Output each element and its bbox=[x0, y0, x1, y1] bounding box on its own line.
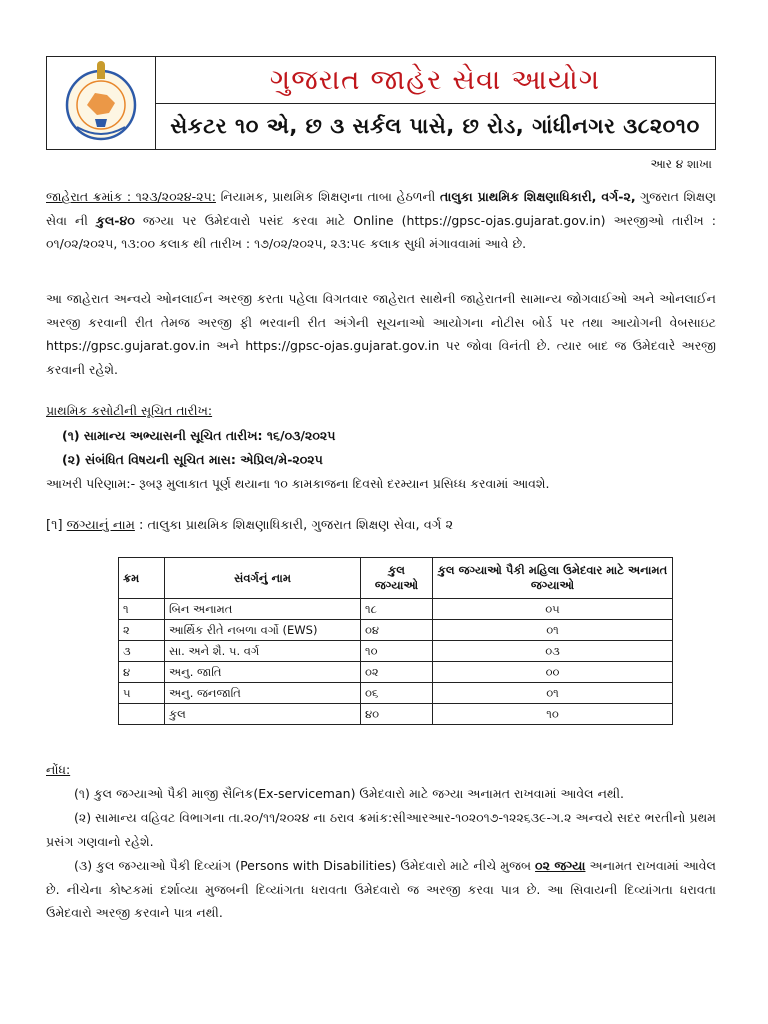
cell-cadre: સા. અને શૈ. પ. વર્ગ bbox=[165, 641, 361, 662]
note-3-text: (૩) કુલ જગ્યાઓ પૈકી દિવ્યાંગ (Persons with Disabilities) ઉમેદવારો માટે નીચે મુજબ bbox=[74, 858, 536, 873]
cell-serial bbox=[119, 704, 165, 725]
cell-total: ૪૦ bbox=[361, 704, 433, 725]
address-row bbox=[155, 103, 715, 149]
cell-serial: ૧ bbox=[119, 599, 165, 620]
advert-text: નિયામક, પ્રાથમિક શિક્ષણના તાબા હેઠળની bbox=[215, 189, 440, 204]
post-name-bold: તાલુકા પ્રાથમિક શિક્ષણાધિકારી, વર્ગ-૨, bbox=[439, 189, 636, 204]
commission-address: સેકટર ૧૦ એ, છ ૩ સર્કલ પાસે, છ રોડ, ગાંધીનગર ૩૮૨૦૧૦ bbox=[170, 113, 700, 138]
table-row bbox=[119, 599, 673, 620]
post-prefix: [૧] bbox=[46, 518, 67, 533]
table-row bbox=[119, 683, 673, 704]
note-3 bbox=[46, 854, 716, 925]
notes-heading: નોંધ: bbox=[46, 762, 71, 777]
cell-total: ૦૬ bbox=[361, 683, 433, 704]
header-box bbox=[46, 56, 716, 150]
final-result-text: આખરી પરિણામ:- રૂબરૂ મુલાકાત પૂર્ણ થયાના ૧૦ કામકાજના દિવસો દરમ્યાન પ્રસિધ્ધ કરવામાં આવશે. bbox=[46, 476, 550, 491]
cell-total: ૧૮ bbox=[361, 599, 433, 620]
table-row bbox=[119, 620, 673, 641]
title-row bbox=[155, 57, 715, 104]
cell-total: ૦૪ bbox=[361, 620, 433, 641]
cell-serial: ૪ bbox=[119, 662, 165, 683]
table-row bbox=[119, 641, 673, 662]
cell-women: ૦૧ bbox=[433, 620, 673, 641]
post-value: : તાલુકા પ્રાથમિક શિક્ષણાધિકારી, ગુજરાત શિક્ષણ સેવા, વર્ગ ૨ bbox=[134, 518, 454, 533]
cell-total: ૧૦ bbox=[361, 641, 433, 662]
schedule-item-2: (૨) સંબંધિત વિષયની સૂચિત માસ: એપ્રિલ/મે-૨૦૨૫ bbox=[62, 452, 323, 467]
advert-paragraph-2: આ જાહેરાત અન્વયે ઓનલાઈન અરજી કરતા પહેલા વિગતવાર જાહેરાત સાથેની જાહેરાતની સામાન્ય જોગવાઈઓ અને ઓનલાઈન અરજી કરવાની રીત તેમજ અરજી ફી ભરવાની રીત અંગેની સૂચનાઓ આયોગના નોટીસ બોર્ડ પર તથા આયોગની વેબસાઇટ https://gpsc.gujarat.gov.in અને https://gpsc-ojas.gujarat.gov.in પર જોવા વિનંતી છે. ત્યાર બાદ જ ઉમેદવારે અરજી કરવાની રહેશે. bbox=[46, 291, 716, 377]
header-cadre: સંવર્ગનું નામ bbox=[165, 558, 361, 599]
schedule-heading: પ્રાથમિક કસોટીની સૂચિત તારીખ: bbox=[46, 403, 213, 418]
header-women-reserved: કુલ જગ્યાઓ પૈકી મહિલા ઉમેદવાર માટે અનામત જગ્યાઓ bbox=[433, 558, 673, 599]
table-total-row bbox=[119, 704, 673, 725]
post-label: જગ્યાનું નામ bbox=[66, 518, 135, 533]
cell-total: ૦૨ bbox=[361, 662, 433, 683]
header-total: કુલ જગ્યાઓ bbox=[361, 558, 433, 599]
commission-title: ગુજરાત જાહેર સેવા આયોગ bbox=[269, 63, 601, 96]
header-serial: ક્રમ bbox=[119, 558, 165, 599]
post-line bbox=[46, 518, 453, 533]
cell-women: ૧૦ bbox=[433, 704, 673, 725]
gpsc-emblem-icon bbox=[47, 57, 155, 149]
schedule-item-1: (૧) સામાન્ય અભ્યાસની સૂચિત તારીખ: ૧૬/૦૩/૨૦૨૫ bbox=[62, 428, 336, 443]
branch-label: આર ૪ શાખા bbox=[650, 157, 712, 171]
cell-cadre: કુલ bbox=[165, 704, 361, 725]
cell-serial: ૨ bbox=[119, 620, 165, 641]
advert-text: ગુજરાત શિક્ષણ સેવા ની bbox=[46, 189, 716, 228]
advert-paragraph-1 bbox=[46, 185, 716, 256]
total-posts-bold: કુલ-૪૦ bbox=[96, 212, 135, 228]
logo-cell bbox=[47, 57, 156, 149]
advert-text: જગ્યા પર ઉમેદવારો પસંદ કરવા માટે Online (https://gpsc-ojas.gujarat.gov.in) અરજીઓ તારીખ : ૦૧/૦૨/૨૦૨૫, ૧૩:૦૦ કલાક થી તારીખ : ૧૭/૦૨/૨૦૨૫, ૨૩:૫૯ કલાક સુધી મંગાવવામાં આવે છે. bbox=[46, 212, 716, 251]
note-2: (૨) સામાન્ય વહિવટ વિભાગના તા.૨૦/૧૧/૨૦૨૪ ના ઠરાવ ક્રમાંક:સીઆરઆર-૧૦૨૦૧૭-૧૨૨૬૩૯-ગ.૨ અન્વયે સદર ભરતીનો પ્રથમ પ્રસંગ ગણવાનો રહેશે. bbox=[46, 810, 716, 849]
note-3-text: અનામત રાખવામાં આવેલ છે. નીચેના કોષ્ટકમાં દર્શાવ્યા મુજબની દિવ્યાંગતા ધરાવતા ઉમેદવારો જ અરજી કરવા પાત્ર છે. આ સિવાયની દિવ્યાંગતા ધરાવતા ઉમેદવારો અરજી કરવાને પાત્ર નથી. bbox=[46, 858, 716, 920]
note-1: (૧) કુલ જગ્યાઓ પૈકી માજી સૈનિક(Ex-serviceman) ઉમેદવારો માટે જગ્યા અનામત રાખવામાં આવેલ નથી. bbox=[74, 786, 625, 801]
cell-women: ૦૦ bbox=[433, 662, 673, 683]
cell-cadre: અનુ. જનજાતિ bbox=[165, 683, 361, 704]
table-row bbox=[119, 662, 673, 683]
cell-serial: ૩ bbox=[119, 641, 165, 662]
cell-cadre: આર્થિક રીતે નબળા વર્ગો (EWS) bbox=[165, 620, 361, 641]
seats-table bbox=[118, 557, 673, 725]
advert-number: જાહેરાત ક્રમાંક : ૧૨૩/૨૦૨૪-૨૫: bbox=[46, 189, 216, 204]
table-header-row bbox=[119, 558, 673, 599]
cell-women: ૦૫ bbox=[433, 599, 673, 620]
cell-cadre: બિન અનામત bbox=[165, 599, 361, 620]
cell-serial: ૫ bbox=[119, 683, 165, 704]
cell-cadre: અનુ. જાતિ bbox=[165, 662, 361, 683]
cell-women: ૦૩ bbox=[433, 641, 673, 662]
note-3-bold: ૦૨ જગ્યા bbox=[535, 858, 586, 873]
cell-women: ૦૧ bbox=[433, 683, 673, 704]
